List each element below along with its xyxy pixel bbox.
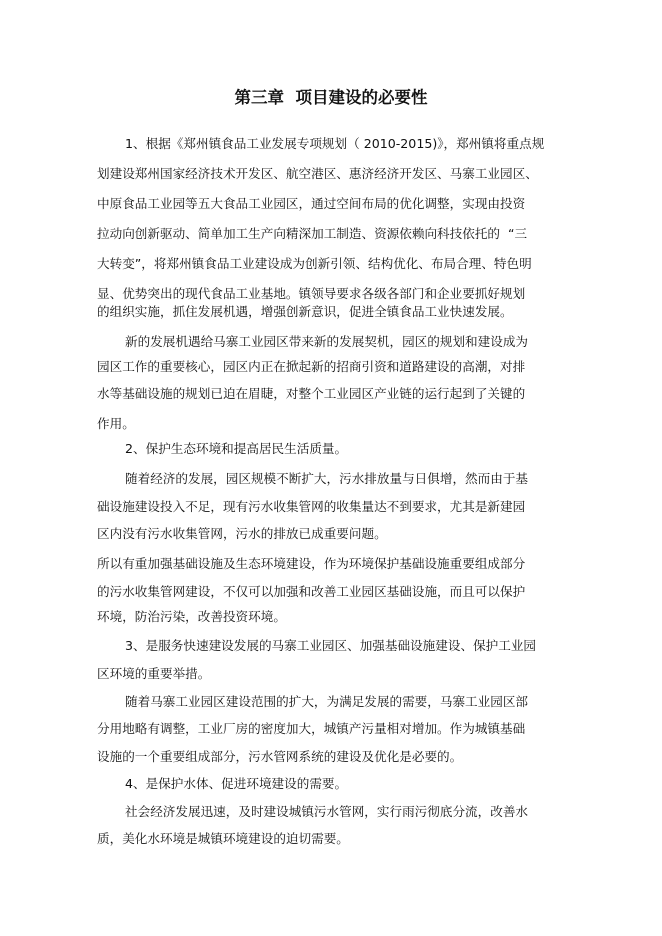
paragraph-line: 2、保护生态环境和提高居民生活质量。 [125, 441, 348, 456]
paragraph-line: 分用地略有调整，工业厂房的密度加大，城镇产污量相对增加。作为城镇基础 [97, 721, 526, 736]
paragraph-line: 础设施建设投入不足，现有污水收集管网的收集量达不到要求，尤其是新建园 [97, 499, 526, 514]
paragraph-line: 园区工作的重要核心，园区内正在掀起新的招商引资和道路建设的高潮，对排 [97, 359, 526, 374]
paragraph-line: 随着马寨工业园区建设范围的扩大，为满足发展的需要，马寨工业园区部 [125, 694, 528, 709]
chapter-title: 第三章 项目建设的必要性 [234, 88, 428, 107]
paragraph-line: 4、是保护水体、促进环境建设的需要。 [125, 776, 348, 791]
paragraph-line: 3、是服务快速建设发展的马寨工业园区、加强基础设施建设、保护工业园 [125, 638, 537, 653]
paragraph-line: 拉动向创新驱动、简单加工生产向精深加工制造、资源依赖向科技依托的 “三 [97, 226, 528, 241]
paragraph-line: 的污水收集管网建设，不仅可以加强和改善工业园区基础设施，而且可以保护 [97, 584, 526, 599]
paragraph-line: 质，美化水环境是城镇环境建设的迫切需要。 [97, 831, 349, 846]
paragraph-line: 水等基础设施的规划已迫在眉睫，对整个工业园区产业链的运行起到了关键的 [97, 386, 526, 401]
paragraph-line: 作用。 [97, 416, 135, 431]
paragraph-line: 显、优势突出的现代食品工业基地。镇领导要求各级各部门和企业要抓好规划 [97, 286, 526, 301]
paragraph-line: 社会经济发展迅速，及时建设城镇污水管网，实行雨污彻底分流，改善水 [125, 804, 528, 819]
paragraph-line: 的组织实施，抓住发展机遇，增强创新意识，促进全镇食品工业快速发展。 [97, 304, 513, 319]
paragraph-line: 区内没有污水收集管网，污水的排放已成重要问题。 [97, 526, 387, 541]
paragraph-line: 设施的一个重要组成部分，污水管网系统的建设及优化是必要的。 [97, 749, 463, 764]
paragraph-line: 划建设郑州国家经济技术开发区、航空港区、惠济经济开发区、马寨工业园区、 [97, 166, 538, 181]
paragraph-line: 中原食品工业园等五大食品工业园区，通过空间布局的优化调整，实现由投资 [97, 196, 526, 211]
paragraph-line: 区环境的重要举措。 [97, 666, 211, 681]
paragraph-line: 随着经济的发展，园区规模不断扩大，污水排放量与日俱增，然而由于基 [125, 471, 528, 486]
paragraph-line: 所以有重加强基础设施及生态环境建设，作为环境保护基础设施重要组成部分 [97, 556, 526, 571]
paragraph-line: 1、根据《郑州镇食品工业发展专项规划（ 2010-2015)》，郑州镇将重点规 [125, 136, 545, 151]
paragraph-line: 环境，防治污染，改善投资环境。 [97, 609, 286, 624]
paragraph-line: 大转变”，将郑州镇食品工业建设成为创新引领、结构优化、布局合理、特色明 [97, 256, 532, 271]
paragraph-line: 新的发展机遇给马寨工业园区带来新的发展契机，园区的规划和建设成为 [125, 334, 528, 349]
